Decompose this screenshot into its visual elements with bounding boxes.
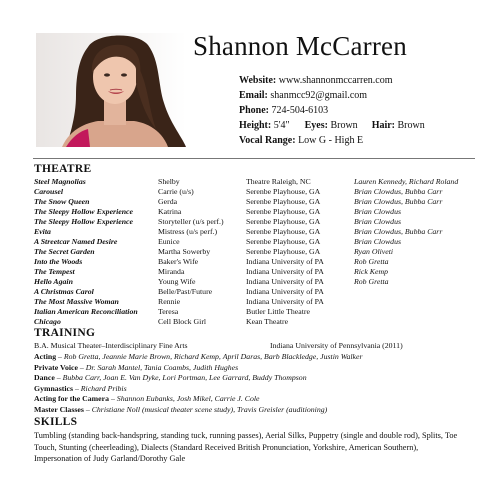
training-heading: TRAINING — [34, 327, 96, 339]
page-title: Shannon McCarren — [193, 31, 407, 61]
show-title: Italian American Reconciliation — [34, 307, 138, 316]
venue-name: Indiana University of PA — [246, 257, 324, 266]
training-item — [34, 394, 260, 404]
training-label: Dance — [34, 373, 55, 382]
role-name: Young Wife — [158, 277, 196, 286]
hair-value: Brown — [397, 120, 425, 131]
phone-line — [239, 105, 328, 116]
separator: – — [77, 362, 86, 372]
physical-stats-line — [239, 120, 425, 131]
director-name: Brian Clowdus, Bubba Carr — [354, 187, 443, 196]
director-name: Rob Gretta — [354, 277, 389, 286]
headshot-image — [36, 33, 186, 147]
show-title: Steel Magnolias — [34, 177, 86, 186]
training-teachers: Richard Pribis — [80, 383, 127, 393]
venue-name: Serenbe Playhouse, GA — [246, 237, 321, 246]
role-name: Teresa — [158, 307, 179, 316]
training-label: Private Voice — [34, 362, 78, 372]
training-item — [34, 373, 307, 383]
show-title: The Sleepy Hollow Experience — [34, 207, 133, 216]
venue-name: Serenbe Playhouse, GA — [246, 227, 321, 236]
role-name: Shelby — [158, 177, 180, 186]
headshot-photo — [36, 33, 186, 147]
director-name: Rick Kemp — [354, 267, 388, 276]
phone-value: 724-504-6103 — [271, 105, 329, 116]
school-text: Indiana University of Pennsylvania (2011) — [270, 341, 403, 350]
director-name: Lauren Kennedy, Richard Roland — [354, 177, 459, 186]
director-name: Ryan Oliveti — [354, 247, 394, 256]
role-name: Eunice — [158, 237, 180, 246]
role-name: Martha Sowerby — [158, 247, 211, 256]
eyes-value: Brown — [330, 120, 358, 131]
show-title: A Christmas Carol — [34, 287, 94, 296]
show-title: The Tempest — [34, 267, 75, 276]
role-name: Katrina — [158, 207, 182, 216]
theatre-heading: THEATRE — [34, 163, 92, 175]
training-item — [34, 352, 363, 362]
role-name: Carrie (u/s) — [158, 187, 194, 196]
separator: – — [83, 404, 92, 414]
training-label: Gymnastics — [34, 383, 73, 393]
training-label: Acting — [34, 352, 57, 361]
separator: – — [73, 383, 81, 393]
divider — [33, 158, 475, 159]
training-teachers: Dr. Sarah Mantel, Tania Coambs, Judith Hughes — [85, 362, 239, 372]
director-name: Brian Clowdus, Bubba Carr — [354, 197, 443, 206]
role-name: Storyteller (u/s perf.) — [158, 217, 224, 226]
venue-name: Serenbe Playhouse, GA — [246, 247, 321, 256]
show-title: A Streetcar Named Desire — [34, 237, 118, 246]
show-title: The Sleepy Hollow Experience — [34, 217, 133, 226]
training-label: Master Classes — [34, 404, 84, 414]
venue-name: Indiana University of PA — [246, 277, 324, 286]
show-title: Into the Woods — [34, 257, 83, 266]
show-title: Carousel — [34, 187, 64, 196]
show-title: Chicago — [34, 317, 61, 326]
director-name: Brian Clowdus — [354, 237, 402, 246]
degree-line — [34, 341, 403, 351]
director-name: Brian Clowdus — [354, 217, 402, 226]
role-name: Baker's Wife — [158, 257, 199, 266]
venue-name: Serenbe Playhouse, GA — [246, 207, 321, 216]
training-item — [34, 384, 127, 394]
skills-heading: SKILLS — [34, 416, 78, 428]
email-label: Email: — [239, 90, 268, 101]
vocal-range-line — [239, 135, 363, 146]
role-name: Mistress (u/s perf.) — [158, 227, 218, 236]
training-item — [34, 405, 327, 415]
training-teachers: Shannon Eubanks, Josh Mikel, Carrie J. Cole — [116, 394, 260, 403]
eyes-label: Eyes: — [304, 120, 328, 131]
venue-name: Serenbe Playhouse, GA — [246, 187, 321, 196]
show-title: The Snow Queen — [34, 197, 90, 206]
vocal-value: Low G - High E — [298, 135, 364, 146]
role-name: Rennie — [158, 297, 181, 306]
venue-name: Theatre Raleigh, NC — [246, 177, 311, 186]
vocal-label: Vocal Range: — [239, 135, 296, 146]
show-title: Hello Again — [34, 277, 73, 286]
separator: – — [56, 352, 64, 361]
email-line — [239, 90, 367, 101]
training-teachers: Bubba Carr, Joan E. Van Dyke, Lori Portman, Lee Garrard, Buddy Thompson — [62, 373, 307, 382]
training-label: Acting for the Camera — [34, 394, 109, 403]
separator: – — [54, 373, 63, 382]
venue-name: Kean Theatre — [246, 317, 289, 326]
hair-label: Hair: — [371, 120, 396, 131]
role-name: Belle/Past/Future — [158, 287, 213, 296]
training-teachers: Christiane Noll (musical theater scene study), Travis Greisler (auditioning) — [91, 404, 328, 414]
show-title: Evita — [34, 227, 51, 236]
skills-text: Tumbling (standing back-handspring, standing tuck, running passes), Aerial Silks, Puppetry (single and double rod), Splits, Toe Touch, Stunting (cheerleading), Dialects (Standard Received British Pronunciation, Yorkshire, American Southern), Impersonation of Judy Garland/Dorothy Gale — [34, 431, 458, 463]
separator: – — [109, 394, 117, 403]
venue-name: Indiana University of PA — [246, 287, 324, 296]
phone-label: Phone: — [239, 105, 269, 116]
show-title: The Secret Garden — [34, 247, 95, 256]
training-teachers: Rob Gretta, Jeannie Marie Brown, Richard Kemp, April Daras, Barb Blackledge, Justin Walker — [63, 352, 363, 361]
website-line — [239, 75, 392, 86]
role-name: Gerda — [158, 197, 178, 206]
height-label: Height: — [239, 120, 272, 131]
venue-name: Serenbe Playhouse, GA — [246, 197, 321, 206]
website-label: Website: — [239, 75, 277, 86]
director-name: Rob Gretta — [354, 257, 389, 266]
website-link[interactable]: www.shannonmccarren.com — [278, 75, 393, 86]
email-link[interactable]: shanmcc92@gmail.com — [270, 90, 368, 101]
show-title: The Most Massive Woman — [34, 297, 119, 306]
training-item — [34, 363, 238, 373]
role-name: Cell Block Girl — [158, 317, 207, 326]
director-name: Brian Clowdus, Bubba Carr — [354, 227, 443, 236]
director-name: Brian Clowdus — [354, 207, 402, 216]
venue-name: Indiana University of PA — [246, 297, 324, 306]
venue-name: Indiana University of PA — [246, 267, 324, 276]
venue-name: Butler Little Theatre — [246, 307, 310, 316]
degree-text: B.A. Musical Theater–Interdisciplinary Fine Arts — [34, 341, 188, 350]
role-name: Miranda — [158, 267, 185, 276]
venue-name: Serenbe Playhouse, GA — [246, 217, 321, 226]
height-value: 5'4" — [273, 120, 290, 131]
